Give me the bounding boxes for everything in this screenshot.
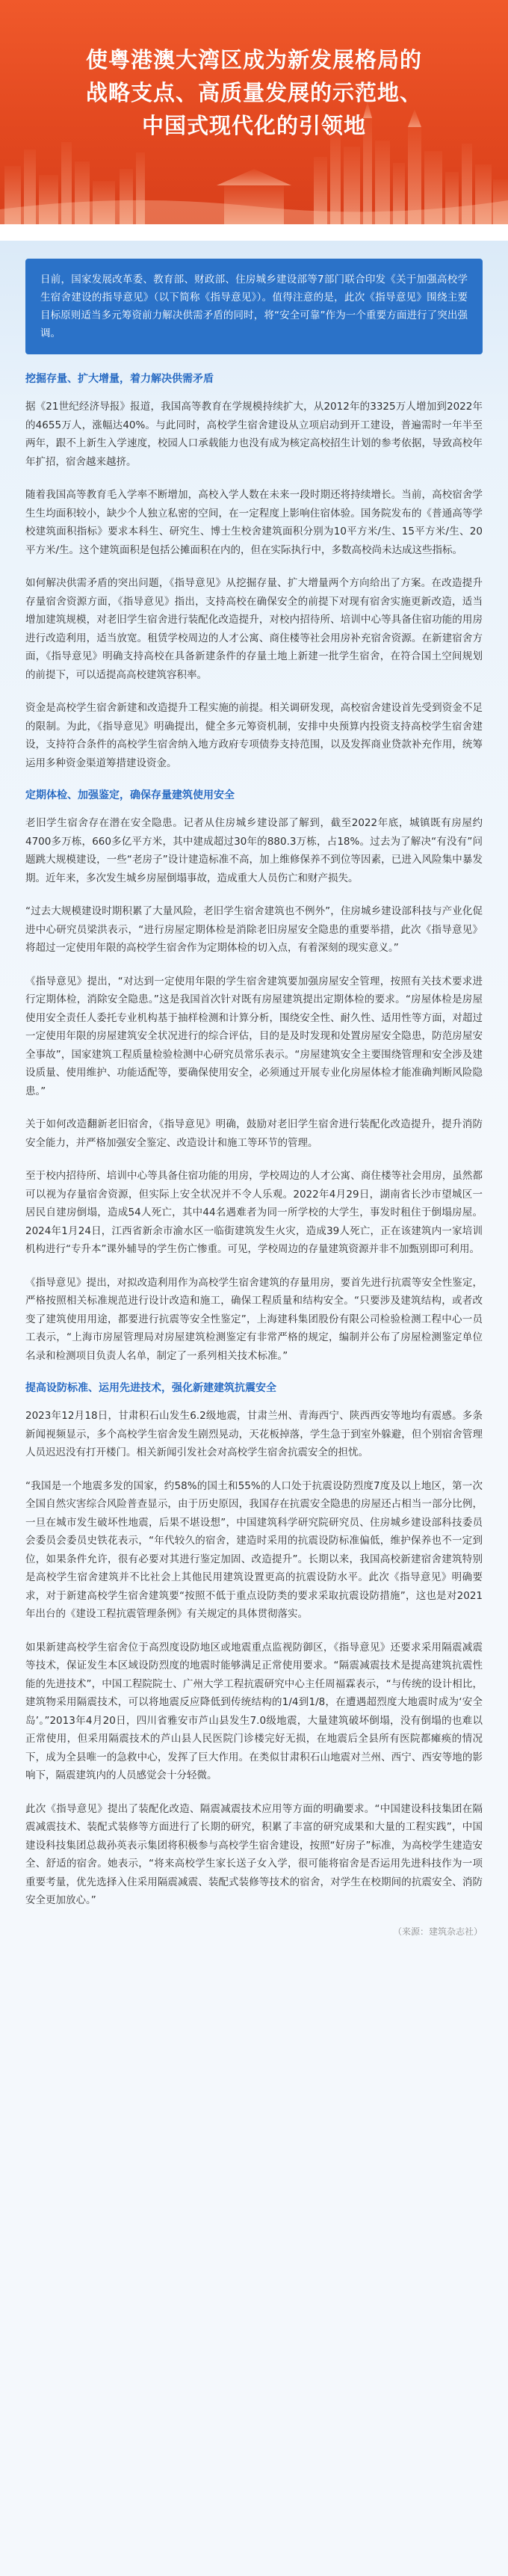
paragraph: 如果新建高校学生宿舍位于高烈度设防地区或地震重点监视防御区，《指导意见》还要求采用隔震减震等技术，保证发生本区域设防烈度的地震时能够满足正常使用要求。“隔震减震技术是提高建筑抗震性能的先进技术”，中国工程院院士、广州大学工程抗震研究中心主任周福霖表示，“与传统的设计相比，建筑物采用隔震技术，可以将地震反应降低到传统结构的1/4到1/8，在遭遇超烈度大地震时成为‘安全岛’。”2013年4月20日，四川省雅安市芦山县发生7.0级地震，大量建筑破坏倒塌，没有倒塌的也难以正常使用，但采用隔震技术的芦山县人民医院门诊楼完好无损，在地震后全县所有医院都瘫痪的情况下，成为全县唯一的急救中心，发挥了巨大作用。在类似甘肃积石山地震对兰州、西宁、西安等地的影响下，隔震建筑内的人员感觉会十分轻微。 <box>25 1641 483 1781</box>
intro-summary-box: 日前，国家发展改革委、教育部、财政部、住房城乡建设部等7部门联合印发《关于加强高校学生宿舍建设的指导意见》（以下简称《指导意见》）。值得注意的是，此次《指导意见》围绕主要目标原则适当多元筹资前力解决供需矛盾的同时，将“安全可靠”作为一个重要方面进行了突出强调。 <box>25 259 483 354</box>
paragraph: 《指导意见》提出，对拟改造利用作为高校学生宿舍建筑的存量用房，要首先进行抗震等安全性鉴定，严格按照相关标准规范进行设计改造和施工，确保工程质量和结构安全。“只要涉及建筑结构，或者改变了建筑使用用途，都要进行抗震等安全性鉴定”，上海建科集团股份有限公司检验检测工程中心一员工表示，“上海市房屋管理局对房屋建筑检测鉴定有非常严格的规定，编制并公布了房屋检测鉴定单位名录和检测项目负责人名单，制定了一系列相关技术标准。” <box>25 1276 483 1362</box>
paragraph: 据《21世纪经济导报》报道，我国高等教育在学规模持续扩大，从2012年的3325万人增加到2022年的4655万人，涨幅达40%。与此同时，高校学生宿舍建设从立项启动到开工建设，普遍需时一年半至两年，跟不上新生入学速度，校园人口承载能力也没有成为核定高校招生计划的参考依据，导致高校年年扩招，宿舍越来越挤。 <box>25 401 483 468</box>
hero-banner <box>0 0 508 224</box>
divider-strip <box>0 224 508 241</box>
paragraph: 关于如何改造翻新老旧宿舍，《指导意见》明确，鼓励对老旧学生宿舍进行装配化改造提升，提升消防安全能力，并严格加强安全鉴定、改造设计和施工等环节的管理。 <box>25 1118 483 1149</box>
paragraph: 如何解决供需矛盾的突出问题，《指导意见》从挖掘存量、扩大增量两个方向给出了方案。在改造提升存量宿舍资源方面，《指导意见》指出，支持高校在确保安全的前提下对现有宿舍实施更新改造，适当增加建筑规模，对老旧学生宿舍进行装配化改造提升，对校内招待所、培训中心等具备住宿功能的用房进行改造利用，适当放宽。租赁学校周边的人才公寓、商住楼等社会用房补充宿舍资源。在新建宿舍方面，《指导意见》明确支持高校在具备新建条件的存量土地上新建一批学生宿舍，在符合国土空间规划的前提下，可以适提高高校建筑容积率。 <box>25 577 483 681</box>
section-heading-2: 定期体检、加强鉴定，确保存量建筑使用安全 <box>25 789 235 801</box>
paragraph: 至于校内招待所、培训中心等具备住宿功能的用房，学校周边的人才公寓、商住楼等社会用房，虽然都可以视为存量宿舍资源，但实际上安全状况并不令人乐观。2022年4月29日，湖南省长沙市望城区一居民自建房倒塌，造成54人死亡，其中44名遇难者为同一所学校的大学生，事发时租住于倒塌房屋。2024年1月24日，江西省新余市渝水区一临街建筑发生火灾，造成39人死亡，正在该建筑内一家培训机构进行“专升本”课外辅导的学生伤亡惨重。可见，学校周边的存量建筑资源并非不加甄别即可利用。 <box>25 1170 483 1255</box>
paragraph: 此次《指导意见》提出了装配化改造、隔震减震技术应用等方面的明确要求。“中国建设科技集团在隔震减震技术、装配式装修等方面进行了长期的研究，积累了丰富的研究成果和大量的工程实践”，中国建设科技集团总裁孙英表示集团将积极参与高校学生宿舍建设，按照“好房子”标准，为高校学生建造安全、舒适的宿舍。她表示，“将来高校学生家长送子女入学，很可能将宿舍是否运用先进科技作为一项重要考量，优先选择入住采用隔震减震、装配式装修等技术的宿舍，对学生在校期间的抗震安全、消防安全更加放心。” <box>25 1802 483 1906</box>
paragraph: 2023年12月18日，甘肃积石山发生6.2级地震，甘肃兰州、青海西宁、陕西西安等地均有震感。多条新闻视频显示，多个高校学生宿舍发生剧烈晃动，天花板掉落，学生急于到室外躲避，但个别宿舍管理人员迟迟没有打开楼门。相关新闻引发社会对高校学生宿舍抗震安全的担忧。 <box>25 1410 483 1458</box>
paragraph: “我国是一个地震多发的国家，约58%的国土和55%的人口处于抗震设防烈度7度及以上地区，第一次全国自然灾害综合风险普查显示，由于历史原因，我国存在抗震安全隐患的房屋还占相当一部分比例，一旦在城市发生破坏性地震，后果不堪设想”，中国建筑科学研究院研究员、住房城乡建设部科技委员会委员会委员史铁花表示，“年代较久的宿舍，建造时采用的抗震设防标准偏低，维护保养也不一定到位，如果条件允许，很有必要对其进行鉴定加固、改造提升”。长期以来，我国高校新建宿舍建筑特别是高校学生宿舍建筑并不比社会上其他民用建筑设置更高的抗震设防水平。此次《指导意见》明确要求，对于新建高校学生宿舍建筑要“按照不低于重点设防类的要求采取抗震设防措施”，这也是对2021年出台的《建设工程抗震管理条例》有关规定的具体贯彻落实。 <box>25 1479 483 1620</box>
paragraph: 老旧学生宿舍存在潜在安全隐患。记者从住房城乡建设部了解到，截至2022年底，城镇既有房屋约4700多万栋，660多亿平方米，其中建成超过30年的880.3万栋，占18%。过去为了解决“有没有”问题跳大规模建设，一些“老房子”设计建造标准不高，加上维修保养不到位等因素，已进入风险集中暴发期。近年来，多次发生城乡房屋倒塌事故，造成重大人员伤亡和财产损失。 <box>25 817 483 884</box>
paragraph: 资金是高校学生宿舍新建和改造提升工程实施的前提。相关调研发现，高校宿舍建设首先受到资金不足的限制。为此，《指导意见》明确提出，健全多元筹资机制，安排中央预算内投资支持高校学生宿舍建设，支持符合条件的高校学生宿舍纳入地方政府专项债券支持范围，以及发挥商业贷款补充作用，统筹运用多种资金渠道筹措建设资金。 <box>25 702 483 769</box>
source-credit: （来源：建筑杂志社） <box>392 1926 483 1937</box>
section-heading-3: 提高设防标准、运用先进技术，强化新建建筑抗震安全 <box>25 1382 276 1394</box>
paragraph: “过去大规模建设时期积累了大量风险，老旧学生宿舍建筑也不例外”，住房城乡建设部科技与产业化促进中心研究员梁洪表示，“进行房屋定期体检是消除老旧房屋安全隐患的重要举措，此次《指导意见》将超过一定使用年限的高校学生宿舍作为定期体检的切入点，有着深刻的现实意义。” <box>25 905 483 954</box>
paragraph: 《指导意见》提出，“对达到一定使用年限的学生宿舍建筑要加强房屋安全管理，按照有关技术要求进行定期体检，消除安全隐患。”这是我国首次针对既有房屋建筑提出定期体检的要求。“房屋体检是房屋使用安全责任人委托专业机构基于抽样检测和计算分析，围绕安全性、耐久性、适用性等方面，对超过一定使用年限的房屋建筑安全状况进行的综合评估，目的是及时发现和处置房屋安全隐患，防范房屋安全事故”，国家建筑工程质量检验检测中心研究员常乐表示。“房屋建筑安全主要围绕管理和安全涉及建设质量、使用维护、功能适配等，要确保使用安全，必须通过开展专业化房屋体检才能准确判断风险隐患。” <box>25 975 483 1097</box>
section-heading-1: 挖掘存量、扩大增量，着力解决供需矛盾 <box>25 373 214 385</box>
article-body <box>0 241 508 2576</box>
paragraph: 随着我国高等教育毛入学率不断增加，高校入学人数在未来一段时期还将持续增长。当前，高校宿舍学生生均面积较小，缺少个人独立私密的空间，在一定程度上影响住宿体验。国务院发布的《普通高等学校建筑面积指标》要求本科生、研究生、博士生校舍建筑面积分别为10平方米/生、15平方米/生、20平方米/生。这个建筑面积是包括公摊面积在内的，但在实际执行中，多数高校尚未达成这些指标。 <box>25 489 483 556</box>
hero-title: 使粤港澳大湾区成为新发展格局的 战略支点、高质量发展的示范地、 中国式现代化的引领地 <box>85 47 422 138</box>
